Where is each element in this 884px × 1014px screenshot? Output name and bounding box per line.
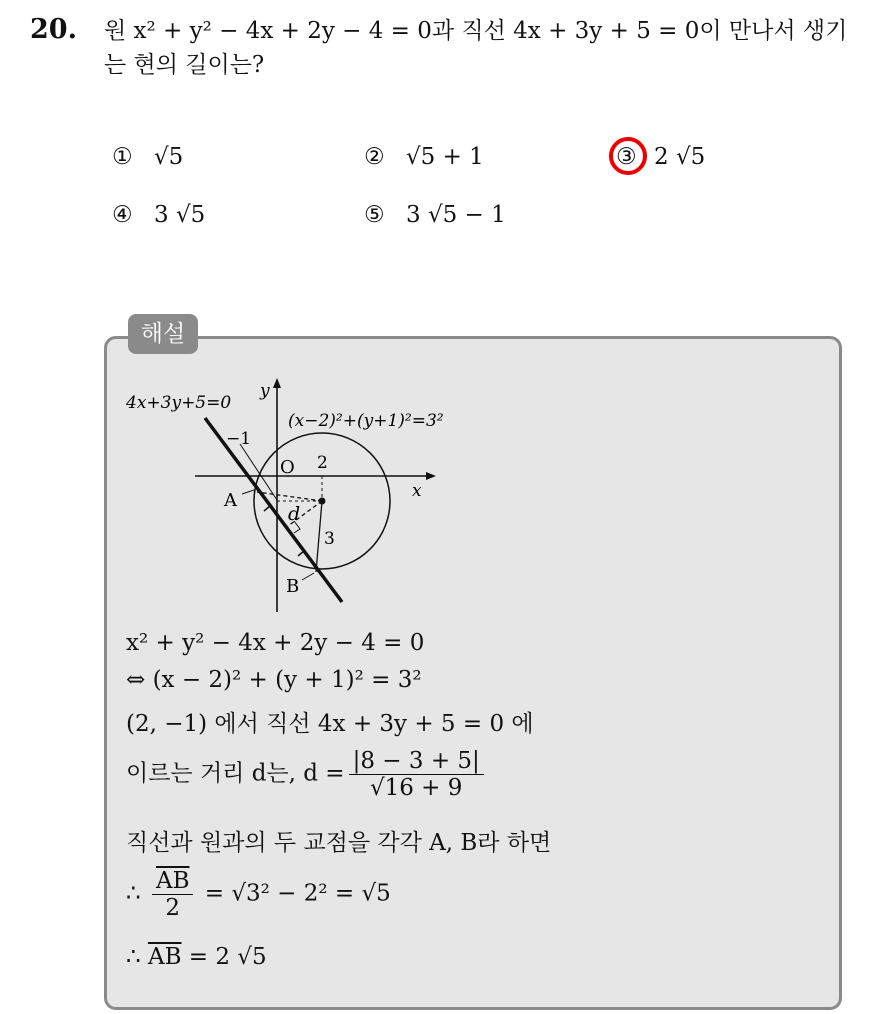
solution-line-6 (126, 868, 391, 921)
choice-3[interactable] (616, 144, 705, 170)
half-chord-fraction (152, 868, 194, 921)
therefore-symbol-2: ∴ (126, 944, 141, 970)
choice-4[interactable] (112, 202, 205, 228)
chord-result: = 2 √5 (188, 944, 267, 970)
tick-y-label: −1 (226, 429, 252, 449)
origin-label: O (280, 457, 295, 478)
equal-mark-2 (298, 551, 304, 556)
x-axis-label: x (412, 481, 422, 501)
radius-to-b (316, 501, 322, 572)
equal-mark-1 (264, 506, 270, 511)
solution-line-5: 직선과 원과의 두 교점을 각각 A, B라 하면 (126, 830, 552, 856)
half-chord-result: = √3² − 2² = √5 (204, 880, 391, 907)
y-axis-label: y (260, 381, 270, 401)
distance-fraction (349, 748, 484, 801)
choice-5-text: 3 √5 − 1 (406, 202, 506, 228)
question-number: 20. (30, 14, 77, 45)
half-chord-numerator: $\overline{AB}$ (152, 868, 194, 895)
distance-text: 이르는 거리 d는, d = (126, 760, 345, 787)
radius-label: 3 (324, 529, 335, 549)
solution-line-4 (126, 748, 488, 801)
half-chord-denominator: 2 (165, 895, 181, 921)
choice-1-text: √5 (154, 144, 184, 170)
solution-line-3: (2, −1) 에서 직선 4x + 3y + 5 = 0 에 (126, 711, 534, 737)
line-label: 4x+3y+5=0 (126, 393, 232, 413)
tick-x-label: 2 (317, 453, 328, 473)
y-axis-arrow (273, 378, 281, 388)
arrow-b (302, 573, 314, 580)
choice-3-text: 2 √5 (654, 144, 706, 170)
choice-2-marker: ② (364, 144, 385, 170)
circle-label: (x−2)²+(y+1)²=3² (288, 411, 444, 431)
chord-ab: $\overline{AB}$ (147, 944, 182, 970)
choice-1-marker: ① (112, 144, 133, 170)
choice-2[interactable] (364, 144, 484, 170)
choice-5[interactable] (364, 202, 506, 228)
therefore-symbol: ∴ (126, 880, 141, 907)
choice-2-text: √5 + 1 (406, 144, 484, 170)
arrow-a (242, 490, 254, 494)
x-axis-arrow (426, 472, 436, 480)
choice-1[interactable] (112, 144, 183, 170)
choice-5-marker: ⑤ (364, 202, 385, 228)
d-label: d (288, 503, 301, 525)
solution-line-7 (126, 944, 267, 970)
choice-4-marker: ④ (112, 202, 133, 228)
solution-figure (120, 372, 490, 622)
choice-3-marker: ③ (616, 144, 654, 170)
solution-line-1: x² + y² − 4x + 2y − 4 = 0 (126, 630, 425, 656)
distance-denominator: √16 + 9 (369, 775, 463, 801)
distance-numerator: |8 − 3 + 5| (349, 748, 484, 775)
point-a-label: A (224, 490, 237, 511)
choice-4-text: 3 √5 (154, 202, 206, 228)
question-text: 원 x² + y² − 4x + 2y − 4 = 0과 직선 4x + 3y + 5 = 0이 만나서 생기는 현의 길이는? (104, 18, 848, 78)
center-point (319, 498, 326, 505)
solution-line-2: ⇔ (x − 2)² + (y + 1)² = 3² (126, 667, 422, 693)
point-b-label: B (286, 576, 300, 597)
answer-circle-mark (609, 137, 647, 175)
solution-tag: 해설 (128, 314, 198, 354)
